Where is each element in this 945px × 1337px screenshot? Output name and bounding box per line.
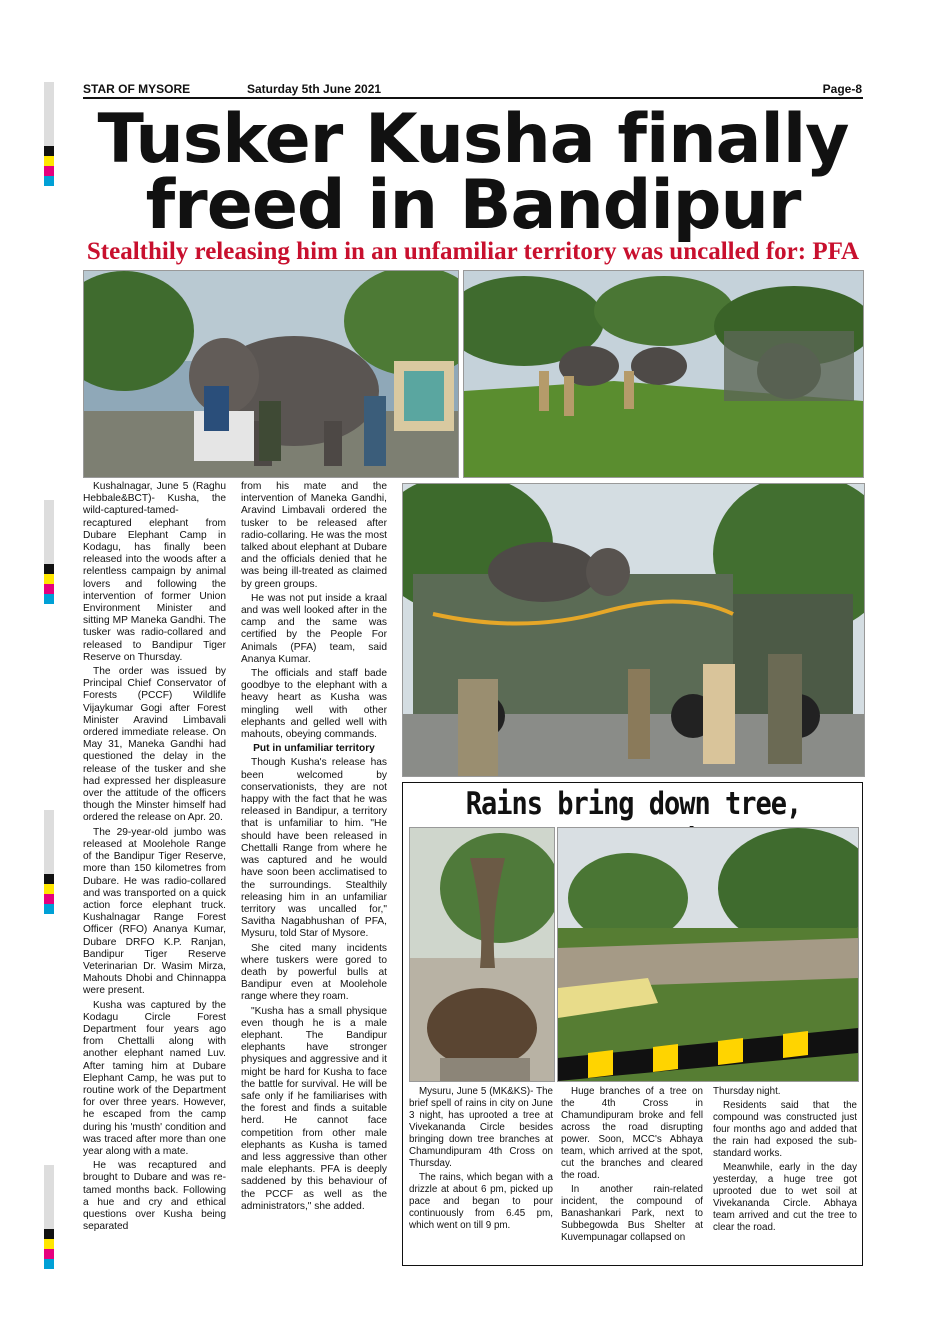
article-paragraph: Kusha was captured by the Kodagu Circle Forest Department four years ago from Chettalli along with another elephant named Luv. After taming him at Dubare Elephant Camp, he was put to routine work of the Department for over three years. However, he escaped from the camp during his 'musth' condition and was traced after more than one year along with a mate.: [83, 999, 226, 1157]
issue-date: Saturday 5th June 2021: [247, 82, 382, 96]
photo-elephant-on-truck: [402, 483, 865, 777]
registration-marks-bottom: [44, 1165, 54, 1269]
article-paragraph: She cited many incidents where tuskers were gored to death by powerful bulls at Bandipur even at Moolehole range where they roam.: [241, 942, 387, 1003]
article-paragraph: from his mate and the intervention of Maneka Gandhi, Aravind Limbavali ordered the tusker to be released after radio-collaring. He was the most talked about elephant at Dubare and the officials denied that he was being ill-treated as claimed by green groups.: [241, 481, 387, 590]
article-paragraph: The order was issued by Principal Chief Conservator of Forests (PCCF) Wildlife Vijaykumar Gogi after Forest Minister Aravind Limbavali ordered immediate release. On May 31, Maneka Gandhi had questioned the delay in the release of the tusker and she had expressed her displeasure over the attitude of the officers though the Minster himself had ordered the release on Apr. 20.: [83, 666, 226, 824]
box-paragraph: Mysuru, June 5 (MK&KS)- The brief spell of rains in city on June 3 night, has uprooted a tree at Vivekananda Circle besides bringing down tree branches at Chamundipuram 4th Cross on Thursday.: [409, 1086, 553, 1169]
paper-name: STAR OF MYSORE: [83, 82, 191, 96]
page-number: Page-8: [822, 82, 862, 96]
article-paragraph: The officials and staff bade goodbye to the elephant with a heavy heart as Kusha was mingling well with other elephants and gelled well with mahouts, obeying commands.: [241, 668, 387, 741]
box-column-3: [713, 1086, 857, 1236]
headline-line-2: freed in Bandipur: [145, 166, 801, 245]
article-paragraph: He was recaptured and brought to Dubare and was re-tamed months back. Following a hue and cry and ethical questions over Kusha being separated: [83, 1160, 226, 1233]
box-paragraph: Residents said that the compound was constructed just four months ago and added that the rain had exposed the sub-standard works.: [713, 1100, 857, 1159]
box-paragraph: In another rain-related incident, the compound of Banashankari Park, next to Subbegowda Bus Shelter at Kuvempunagar collapsed on: [561, 1184, 703, 1243]
headline-line-1: Tusker Kusha finally: [97, 100, 849, 179]
photo-elephants-field: [463, 270, 864, 478]
registration-marks-mid2: [44, 810, 54, 914]
article-column-1: [83, 481, 226, 1235]
article-paragraph: "Kusha has a small physique even though he is a male elephant. The Bandipur elephants have stronger physiques and aggressive and it might be hard for Kusha to face the battle for survival. He will be safe only if he familiarises with the forest and finds a suitable herd. He cannot face competition from other male elephants as Kusha is tamed and less aggressive than other male elephants. PFA is deeply saddened by this behaviour of the PCCF as well as the administrators," she added.: [241, 1005, 387, 1212]
box-paragraph: Meanwhile, early in the day yesterday, a huge tree got uprooted due to wet soil at Vivekananda Circle. Abhaya team arrived and cut the tree to clear the road.: [713, 1162, 857, 1233]
box-paragraph: Thursday night.: [713, 1086, 781, 1097]
box-column-2: [561, 1086, 703, 1246]
article-subhead: Put in unfamiliar territory: [253, 743, 375, 755]
article-paragraph: He was not put inside a kraal and was well looked after in the camp and the same was certified by the People For Animals (PFA) team, said Ananya Kumar.: [241, 592, 387, 665]
photo-collapsed-compound: [557, 827, 859, 1082]
photo-elephant-radio-collar: [83, 270, 459, 478]
box-title: Rains bring down tree,: [465, 786, 802, 822]
article-paragraph: Kushalnagar, June 5 (Raghu Hebbale&BCT)- Kusha, the wild-captured-tamed-recaptured elephant from Dubare Elephant Camp in Kodagu, has finally been released into the woods after a relentless campaign by animal lovers and following the intervention of former Union Environment Minister and sitting MP Maneka Gandhi. The tusker was radio-collared and released to Bandipur Tiger Reserve on Thursday.: [83, 481, 226, 663]
article-column-2: [241, 481, 387, 1215]
photo-uprooted-tree: [409, 827, 555, 1082]
box-column-1: [409, 1086, 553, 1234]
rains-news-box: [402, 782, 863, 1266]
masthead-rule: [83, 97, 863, 99]
registration-marks-mid1: [44, 500, 54, 604]
subheadline: Stealthily releasing him in an unfamiliar territory was uncalled for: PFA: [86, 238, 860, 265]
box-paragraph: The rains, which began with a drizzle at about 6 pm, picked up pace and began to pour continuously from 6.45 pm, which went on till 9 pm.: [409, 1172, 553, 1231]
article-paragraph: Though Kusha's release has been welcomed by conservationists, they are not happy with the fact that he was released in Bandipur, a territory that is unfamiliar to him. "He should have been released in Chettalli Range from where he was captured and he would have soon been acclimatised to the surroundings. Stealthily releasing him in an unfamiliar territory was uncalled for," Savitha Nagabhushan of PFA, Mysuru, told Star of Mysore.: [241, 757, 387, 940]
article-paragraph: The 29-year-old jumbo was released at Moolehole Range of the Bandipur Tiger Reserve, more than 150 kilometres from Dubare. He was radio-collared and was transported on a quick action force elephant truck. Kushalnagar Range Forest Officer (RFO) Ananya Kumar, Dubare DRFO K.P. Ranjan, Bandipur Tiger Reserve Veterinarian Dr. Wasim Mirza, Mahouts Dhobi and Chinnappa were present.: [83, 826, 226, 997]
masthead: [83, 82, 862, 98]
box-paragraph: Huge branches of a tree on the 4th Cross in Chamundipuram broke and fell across the road disrupting power. Soon, MCC's Abhaya team, which arrived at the spot, cut the branches and cleared the road.: [561, 1086, 703, 1181]
registration-marks-top: [44, 82, 54, 186]
